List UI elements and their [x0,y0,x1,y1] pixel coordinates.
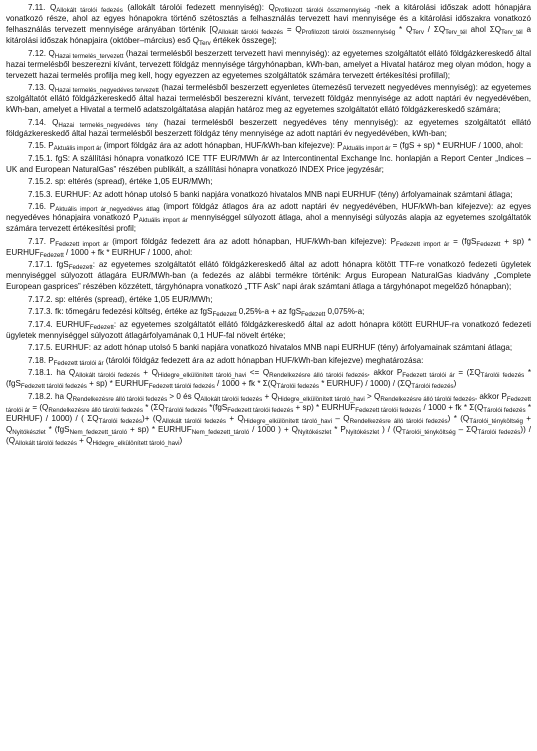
paragraph-7-15-1: 7.15.1. fgS: A szállítási hónapra vonatkozó ICE TTF EUR/MWh ár az Intercontinental Exchange Inc. honlapján a Report Center „Indices – UK and European NaturalGas” részében publikált, a szállítási hónapra vonatkozó INDEX Price jegyzésár; [6,153,531,174]
paragraph-7-11: 7.11. $Q_{Allokált tárolói fedezés}$ (allokált tárolói fedezett mennyiség): $Q_{Profilozott tárolói összmennyiség}$ -nek a kitárolási időszak adott hónapjára vonatkozó része, ahol az egyes hónapokra történő szétosztás a felhasználás tervezett havi mennyisége és a kitárolási időszakra vonatkozó felhasználás tervezett mennyisége arányában történik [$Q_{Allokált tárolói fedezés} = Q_{Profilozott tárolói összmennyiség} * Q_{Terv} / \Sigma Q_{Terv\_tél}$ ahol $\Sigma Q_{Terv\_tél}$ a kitárolási időszak hónapjaira (október–március) eső $Q_{Terv}$ értékek összege]; [6,3,532,47]
paragraph-7-15-3: 7.15.3. EURHUF: Az adott hónap utolsó 5 banki napjára vonatkozó hivatalos MNB napi EURHUF (tény) árfolyamainak számtani átlaga; [28,189,513,199]
paragraph-7-13: 7.13. $Q_{Hazai termelés\_negyedéves tervezett}$ (hazai termelésből beszerzett egyenletes ütemezésű tervezett negyedéves mennyiség): az egyetemes szolgáltatót ellátó földgázkereskedő által hazai termelésből beszerezni kívánt, tervezett földgáz mennyisége az adott naptári év negyedévében, kWh-ban, amelyet a Hivatal a termelő adatszolgáltatása alapján határoz meg az egyetemes szolgáltatót ellátó földgázkereskedő számára; [6,83,531,114]
paragraph-7-18: 7.18. $P_{Fedezett tárolói ár}$ (tárolói földgáz fedezett ára az adott hónapban HUF/kWh-ban kifejezve) meghatározása: [28,355,424,367]
paragraph-7-14: 7.14. $Q_{Hazai termelés\_negyedéves tény}$ (hazai termelésből beszerzett negyedéves tény mennyiség): az egyetemes szolgáltatót ellátó földgázkereskedő által hazai termelésből beszerzett földgáz tény mennyisége az adott naptári év negyedévében, kWh-ban; [6,117,532,138]
paragraph-7-17-4: 7.17.4. $EURHUF_{Fedezett}$: az egyetemes szolgáltatót ellátó földgázkereskedő által az adott hónapra kötött EURHUF-ra vonatkozó fedezeti ügyletek mennyiséggel súlyozott átlagárfolyamának 0,1 HUF-fal növelt értéke; [6,319,531,340]
paragraph-7-18-1: 7.18.1. ha $Q_{Allokált tárolói fedezés} + Q_{Hidegre\_elkülönített tároló\_havi} <= Q_{Rendelkezésre álló tárolói fedezés}$, akkor $P_{Fedezett tárolói ár} = (\Sigma Q_{Tárolói fedezés}$ $*(fgS_{Fedezett tárolói fedezés} + sp) * EURHUF_{Fedezett tárolói fedezés} / 1000$ + fk * $\Sigma(Q_{Tárolói fedezés}$ * EURHUF) / $1000) / (\Sigma Q_{Tárolói fedezés})$ [6,368,531,390]
paragraph-7-18-2: 7.18.2. ha $Q_{Rendelkezésre álló tárolói fedezés} > 0$ és $Q_{Allokált tárolói fedezés} + Q_{Hidegre\_elkülönített tároló\_havi} > Q_{Rendelkezésre álló tárolói fedezés}$, akkor $P_{Fedezett tárolói ár} = (Q_{Rendelkezésre álló tárolói fedezés} * (\Sigma Q_{Tárolói fedezés}$ $*(fgS_{Fedezett tárolói fedezés} + sp) * EURHUF_{Fedezett tárolói fedezés} / 1000$ + fk * $\Sigma(Q_{Tárolói fedezés}$ * EURHUF) / 1000) / ( $\Sigma Q_{Tárolói fedezés})+ (Q_{Allokált tárolói fedezés} + Q_{Hidegre\_elkülönített tároló\_havi} - Q_{Rendelkezésre álló tárolói fedezés}) * (Q_{Tárolói\_tényköltség} + Q_{Nyitókészlet} * (fgS_{Nem\_fedezett\_tároló} + sp)$ * $EURHUF_{Nem\_fedezett\_tároló} / 1000$ ) + $Q_{Nyitókészlet} * P_{Nyitókészlet}$ ) / $(Q_{Tárolói\_tényköltség} - \Sigma Q_{Tárolói fedezés})) / (Q_{Allokált tárolói fedezés} + Q_{Hidegre\_elkülönített tároló\_havi})$ [6,391,532,447]
paragraph-7-12: 7.12. $Q_{Hazai termelés\_tervezett}$ (hazai termelésből beszerzett tervezett havi mennyiség): az egyetemes szolgáltatót ellátó földgázkereskedő által hazai termelésből beszerezni kívánt, tervezett földgáz mennyisége tárgyhónapban, kWh-ban, amelyet a Hivatal határoz meg olyan módon, hogy a tervezett hazai termelés profilja meg kell, hogy egyezzen az egyetemes szolgáltatók számára tervezett értékesítési profillal); [6,48,531,80]
paragraph-7-17-2: 7.17.2. sp: eltérés (spread), értéke 1,05 EUR/MWh; [28,294,213,304]
paragraph-7-17-1: 7.17.1. fgS$_{Fedezett}$: az egyetemes szolgáltatót ellátó földgázkereskedő által az adott hónapra kötött TTF-re vonatkozó fedezeti ügyletek mennyiséggel súlyozott átlagára EUR/MWh-ban (a fedezés az alábbi termékre történik: Argus European NaturalGas kiadvány „Complete European gasprices” részében közzétett, tárgyhónapra vonatkozó „TTF Ask” napi árak számtani átlaga a tárgyhónapot megelőző hónapban); [6,260,531,291]
paragraph-7-15: 7.15. $P_{Aktuális import ár}$ (import földgáz ára az adott hónapban, HUF/kWh-ban kifejezve): $P_{Aktuális import ár} = (fgS + sp)$ * EURHUF / 1000, ahol: [28,141,524,152]
paragraph-7-17-3: 7.17.3. fk: tőmegáru fedezési költség, értéke az fgS$_{Fedezett}$ 0,25%-a + az fgS$_{Fedezett}$ 0,075%-a; [28,307,365,318]
paragraph-7-15-2: 7.15.2. sp: eltérés (spread), értéke 1,05 EUR/MWh; [28,177,213,186]
paragraph-7-17: 7.17. $P_{Fedezett import ár}$ (import földgáz fedezett ára az adott hónapban, HUF/kWh-ban kifejezve): $P_{Fedezett import ár} = (fgS_{Fedezett} + sp)$ * $EURHUF_{Fedezett} / 1000$ + fk * EURHUF / 1000, ahol: [6,236,531,259]
paragraph-7-16: 7.16. $P_{Aktuális import ár\_negyedéves átlag}$ (import földgáz átlagos ára az adott naptári év negyedévében, HUF/kWh-ban kifejezve): az egyes negyedéves hónapjaira vonatkozó $P_{Aktuális import ár}$ mennyiséggel súlyozott átlaga, ahol a mennyiségi súlyozás alapja az egyetemes szolgáltatók számára tervezett értékesítési profil; [6,202,532,233]
paragraph-7-17-5: 7.17.5. EURHUF: az adott hónap utolsó 5 banki napjára vonatkozó hivatalos MNB napi EURHUF (tény) árfolyamainak számtani átlaga; [28,343,513,352]
